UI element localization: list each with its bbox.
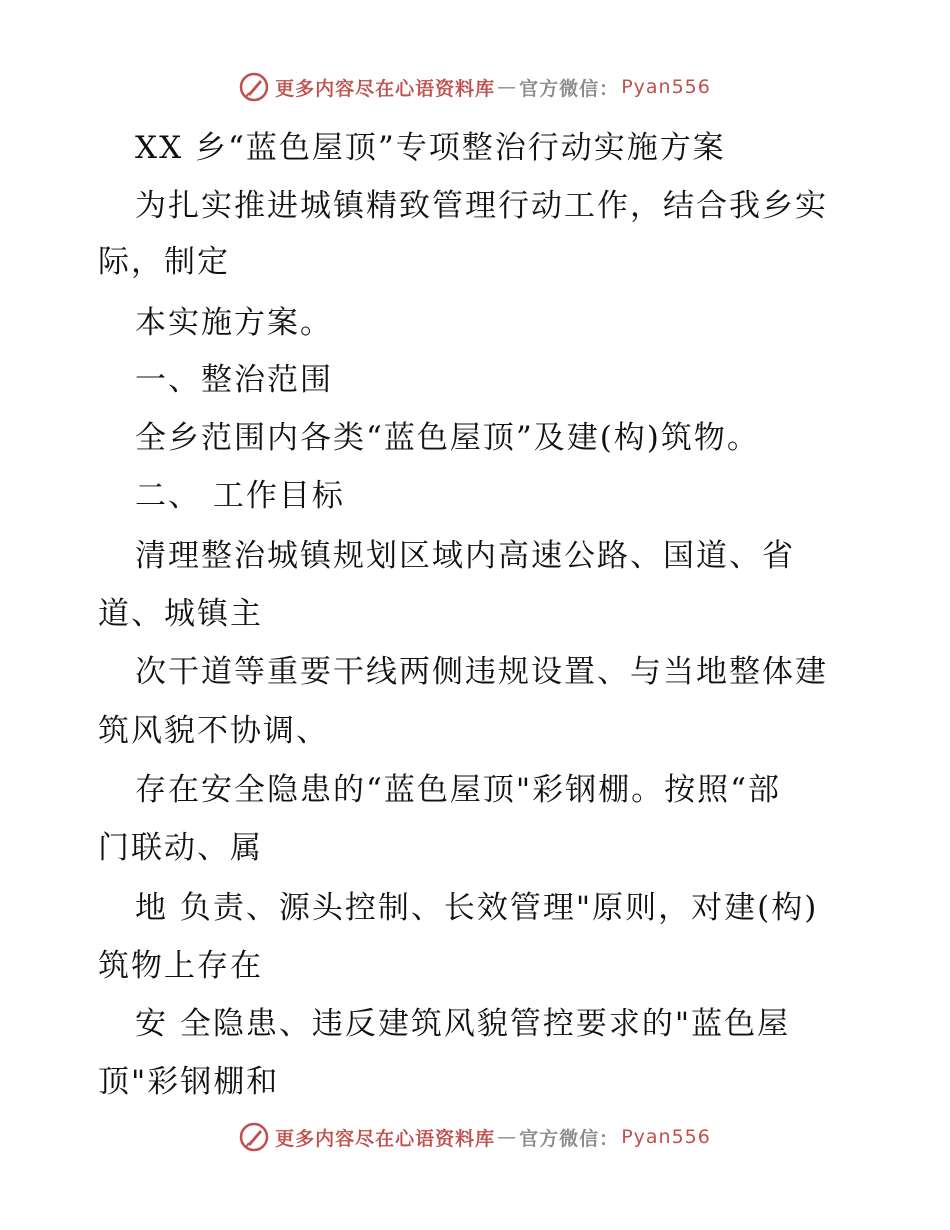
paragraph-line: 存在安全隐患的“蓝色屋顶"彩钢棚。按照“部 bbox=[135, 772, 781, 808]
section-heading: 二、 工作目标 bbox=[135, 478, 345, 514]
paragraph-line: 次干道等重要干线两侧违规设置、与当地整体建 bbox=[135, 654, 828, 690]
watermark-dash: — bbox=[497, 1126, 518, 1148]
paragraph-line: 道、城镇主 bbox=[98, 596, 263, 632]
paragraph-line: 际，制定 bbox=[98, 244, 230, 280]
paragraph-line: 筑风貌不协调、 bbox=[98, 713, 329, 749]
paragraph-line: 安 全隐患、违反建筑风貌管控要求的"蓝色屋 bbox=[135, 1006, 791, 1042]
paragraph-line: 为扎实推进城镇精致管理行动工作，结合我乡实 bbox=[135, 188, 828, 224]
quill-pen-logo-icon bbox=[239, 72, 269, 102]
section-heading: 一、整治范围 bbox=[135, 362, 333, 398]
watermark-text: 更多内容尽在心语资料库 bbox=[275, 77, 496, 100]
watermark-text: 更多内容尽在心语资料库 bbox=[275, 1127, 496, 1150]
paragraph-line: 地 负责、源头控制、长效管理"原则，对建(构) bbox=[135, 890, 819, 926]
footer-watermark bbox=[0, 1122, 950, 1152]
document-title: XX 乡“蓝色屋顶”专项整治行动实施方案 bbox=[135, 130, 726, 166]
paragraph-line: 顶"彩钢棚和 bbox=[98, 1064, 280, 1100]
paragraph-line: 清理整治城镇规划区域内高速公路、国道、省 bbox=[135, 538, 795, 574]
header-watermark bbox=[0, 72, 950, 102]
paragraph-line: 筑物上存在 bbox=[98, 948, 263, 984]
quill-pen-logo-icon bbox=[239, 1122, 269, 1152]
watermark-wechat-id: Pyan556 bbox=[621, 1126, 711, 1148]
watermark-wechat-id: Pyan556 bbox=[621, 76, 711, 98]
watermark-wechat-label: 官方微信： bbox=[519, 77, 620, 100]
watermark-wechat-label: 官方微信： bbox=[519, 1127, 620, 1150]
paragraph-line: 全乡范围内各类“蓝色屋顶”及建(构)筑物。 bbox=[135, 420, 760, 456]
paragraph-line: 本实施方案。 bbox=[135, 305, 333, 341]
watermark-dash: — bbox=[497, 76, 518, 98]
paragraph-line: 门联动、属 bbox=[98, 830, 263, 866]
